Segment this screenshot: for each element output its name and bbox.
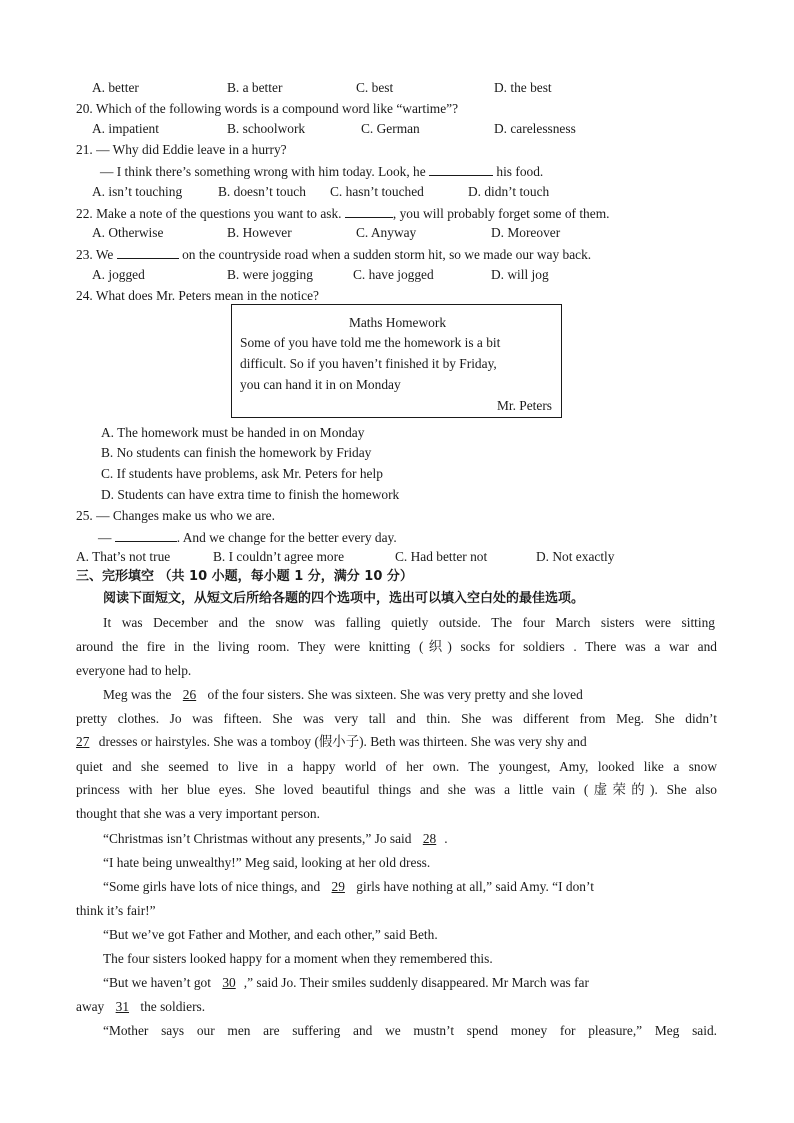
q25-reply-dash: — xyxy=(98,530,112,545)
q22-option-b[interactable]: B. However xyxy=(227,225,292,240)
blank-31[interactable]: 31 xyxy=(115,999,130,1014)
passage-p8-text-c: away xyxy=(76,999,105,1014)
passage-p3 xyxy=(103,831,448,847)
passage-p8-text-a: “But we haven’t got xyxy=(103,975,211,990)
passage-p2-line-2: pretty clothes. Jo was fifteen. She was very tall and thin. She was different from Meg. She didn’t xyxy=(76,711,717,726)
q24-option-c[interactable]: C. If students have problems, ask Mr. Peters for help xyxy=(101,466,383,481)
passage-p2-text-c: dresses or hairstyles. She was a tomboy (假小子). Beth was thirteen. She was very shy and xyxy=(98,734,587,749)
blank-29[interactable]: 29 xyxy=(331,879,345,894)
q23-option-a[interactable]: A. jogged xyxy=(92,267,145,282)
notice-signature: Mr. Peters xyxy=(496,398,552,413)
q21-reply xyxy=(100,163,543,180)
q24-option-d[interactable]: D. Students can have extra time to finish the homework xyxy=(101,487,400,502)
passage-p8-text-b: ,” said Jo. Their smiles suddenly disappeared. Mr March was far xyxy=(243,975,589,990)
section-3-instruction: 阅读下面短文，从短文后所给各题的四个选项中，选出可以填入空白处的最佳选项。 xyxy=(103,591,585,606)
q21-stem: 21. — Why did Eddie leave in a hurry? xyxy=(76,142,287,157)
blank-27[interactable]: 27 xyxy=(76,734,90,749)
passage-p2-line-5: princess with her blue eyes. She loved beautiful things and she was a little vain (虚荣的). She also xyxy=(76,782,717,797)
q19-option-a[interactable]: A. better xyxy=(92,80,139,95)
passage-p7: The four sisters looked happy for a moment when they remembered this. xyxy=(103,951,493,966)
passage-p8-line-2 xyxy=(76,999,205,1015)
passage-p2-text-a: Meg was the xyxy=(103,687,172,702)
notice-line-2: difficult. So if you haven’t finished it by Friday, xyxy=(240,356,497,371)
q25-reply xyxy=(98,529,397,546)
q20-option-d[interactable]: D. carelessness xyxy=(494,121,576,136)
q21-reply-end: his food. xyxy=(496,164,544,179)
passage-p5-text-a: “Some girls have lots of nice things, and xyxy=(103,879,321,894)
q22-option-d[interactable]: D. Moreover xyxy=(491,225,561,240)
q23-stem-text: 23. We xyxy=(76,247,114,262)
q23-stem xyxy=(76,246,591,263)
passage-p4: “I hate being unwealthy!” Meg said, looking at her old dress. xyxy=(103,855,431,870)
q19-option-b[interactable]: B. a better xyxy=(227,80,283,95)
q21-option-c[interactable]: C. hasn’t touched xyxy=(330,184,424,199)
q20-option-b[interactable]: B. schoolwork xyxy=(227,121,306,136)
q20-option-c[interactable]: C. German xyxy=(361,121,420,136)
notice-line-1: Some of you have told me the homework is a bit xyxy=(240,335,501,350)
q22-stem xyxy=(76,205,609,222)
q24-option-a[interactable]: A. The homework must be handed in on Monday xyxy=(101,425,365,440)
q22-stem-text: 22. Make a note of the questions you want to ask. xyxy=(76,206,342,221)
q25-reply-text: . And we change for the better every day. xyxy=(176,530,397,545)
q23-answer-blank[interactable] xyxy=(117,246,179,259)
passage-p5-line-2: think it’s fair!” xyxy=(76,903,156,918)
notice-title: Maths Homework xyxy=(348,315,447,330)
q20-stem: 20. Which of the following words is a compound word like “wartime”? xyxy=(76,101,459,116)
passage-p9: “Mother says our men are suffering and we mustn’t spend money for pleasure,” Meg said. xyxy=(103,1023,717,1038)
q25-stem: 25. — Changes make us who we are. xyxy=(76,508,275,523)
q25-option-c[interactable]: C. Had better not xyxy=(395,549,488,564)
blank-28[interactable]: 28 xyxy=(422,831,437,846)
passage-p2-text-b: of the four sisters. She was sixteen. She was very pretty and she loved xyxy=(207,687,583,702)
passage-p2-line-1 xyxy=(103,687,583,703)
passage-p5-text-b: girls have nothing at all,” said Amy. “I don’t xyxy=(356,879,594,894)
q22-stem-end: , you will probably forget some of them. xyxy=(392,206,610,221)
q21-answer-blank[interactable] xyxy=(429,163,493,176)
q21-option-a[interactable]: A. isn’t touching xyxy=(92,184,183,199)
q19-option-d[interactable]: D. the best xyxy=(494,80,552,95)
passage-p1-line-1: It was December and the snow was falling quietly outside. The four March sisters were sitting xyxy=(103,615,715,630)
passage-p8-line-1 xyxy=(103,975,589,991)
q25-option-b[interactable]: B. I couldn’t agree more xyxy=(213,549,345,564)
q22-answer-blank[interactable] xyxy=(345,205,393,218)
passage-p3-end: . xyxy=(444,831,448,846)
notice-line-3: you can hand it in on Monday xyxy=(240,377,401,392)
q23-option-d[interactable]: D. will jog xyxy=(491,267,549,282)
section-3-title: 三、完形填空 （共 10 小题，每小题 1 分，满分 10 分） xyxy=(76,569,413,584)
passage-p2-line-4: quiet and she seemed to live in a happy world of her own. The youngest, Amy, looked like a snow xyxy=(76,759,717,774)
q24-option-b[interactable]: B. No students can finish the homework by Friday xyxy=(101,445,372,460)
passage-p2-line-6: thought that she was a very important person. xyxy=(76,806,320,821)
passage-p8-text-d: the soldiers. xyxy=(140,999,206,1014)
q24-stem: 24. What does Mr. Peters mean in the notice? xyxy=(76,288,319,303)
q21-reply-text: — I think there’s something wrong with him today. Look, he xyxy=(100,164,426,179)
passage-p1-line-3: everyone had to help. xyxy=(76,663,192,678)
q23-option-b[interactable]: B. were jogging xyxy=(227,267,313,282)
q23-stem-end: on the countryside road when a sudden storm hit, so we made our way back. xyxy=(182,247,592,262)
passage-p3-text: “Christmas isn’t Christmas without any presents,” Jo said xyxy=(103,831,412,846)
passage-p6: “But we’ve got Father and Mother, and each other,” said Beth. xyxy=(103,927,438,942)
q21-option-b[interactable]: B. doesn’t touch xyxy=(218,184,306,199)
blank-30[interactable]: 30 xyxy=(222,975,236,990)
passage-p2-line-3 xyxy=(76,734,587,750)
q21-option-d[interactable]: D. didn’t touch xyxy=(468,184,550,199)
passage-p5-line-1 xyxy=(103,879,594,895)
q22-option-a[interactable]: A. Otherwise xyxy=(92,225,164,240)
q25-option-a[interactable]: A. That’s not true xyxy=(76,549,171,564)
notice-box xyxy=(231,304,562,418)
q20-option-a[interactable]: A. impatient xyxy=(92,121,159,136)
passage-p1-line-2: around the fire in the living room. They were knitting (织) socks for soldiers . There was a war and xyxy=(76,639,717,654)
q22-option-c[interactable]: C. Anyway xyxy=(356,225,417,240)
q23-option-c[interactable]: C. have jogged xyxy=(353,267,434,282)
q25-option-d[interactable]: D. Not exactly xyxy=(536,549,615,564)
q19-option-c[interactable]: C. best xyxy=(356,80,394,95)
q25-answer-blank[interactable] xyxy=(115,529,177,542)
blank-26[interactable]: 26 xyxy=(182,687,197,702)
